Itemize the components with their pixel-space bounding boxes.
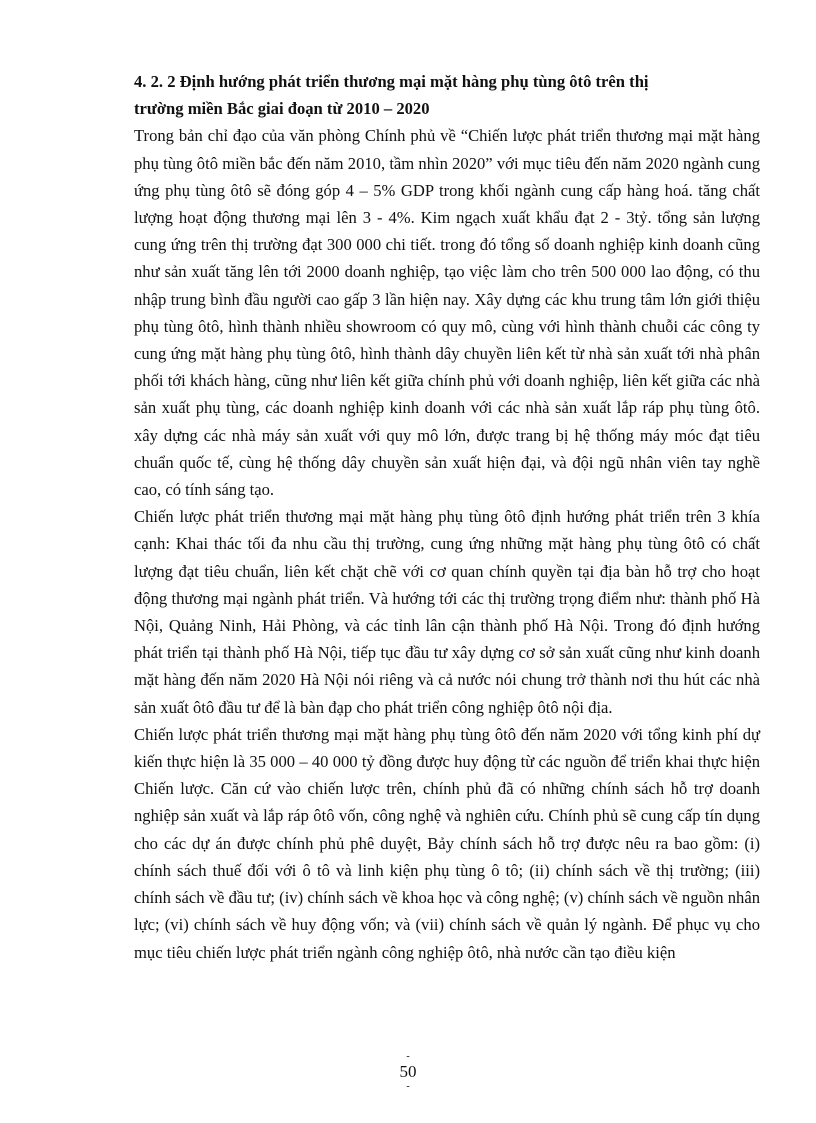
section-heading-line-1: 4. 2. 2 Định hướng phát triển thương mại mặt hàng phụ tùng ôtô trên thị <box>134 72 649 91</box>
section-heading-line-2: trường miền Bắc giai đoạn từ 2010 – 2020 <box>134 99 430 119</box>
footer-dash-top: - <box>406 1051 410 1062</box>
page-number: 50 <box>399 1062 417 1081</box>
page-footer <box>0 1052 816 1092</box>
section-heading <box>134 68 760 122</box>
paragraph-strategy-funding: Chiến lược phát triển thương mại mặt hàng phụ tùng ôtô đến năm 2020 với tổng kinh phí dự kiến thực hiện là 35 000 – 40 000 tỷ đồng được huy động từ các nguồn để triển khai thực hiện Chiến lược. Căn cứ vào chiến lược trên, chính phủ đã có những chính sách hỗ trợ doanh nghiệp sản xuất và lắp ráp ôtô vốn, công nghệ và nghiên cứu. Chính phủ sẽ cung cấp tín dụng cho các dự án được chính phủ phê duyệt, Bảy chính sách hỗ trợ được nêu ra bao gồm: (i) chính sách thuế đối với ô tô và linh kiện phụ tùng ô tô; (ii) chính sách về thị trường; (iii) chính sách về đầu tư; (iv) chính sách về khoa học và công nghệ; (v) chính sách về nguồn nhân lực; (vi) chính sách về huy động vốn; và (vii) chính sách về quản lý ngành. Để phục vụ cho mục tiêu chiến lược phát triển ngành công nghiệp ôtô, nhà nước cần tạo điều kiện <box>134 724 760 962</box>
document-page <box>134 68 760 966</box>
paragraph-strategy-goals: Trong bản chỉ đạo của văn phòng Chính phủ về “Chiến lược phát triển thương mại mặt hàng phụ tùng ôtô miền bắc đến năm 2010, tầm nhìn 2020” với mục tiêu đến năm 2020 ngành cung ứng phụ tùng ôtô sẽ đóng góp 4 – 5% GDP trong khối ngành cung cấp hàng hoá. tăng chất lượng hoạt động thương mại lên 3 - 4%. Kim ngạch xuất khẩu đạt 2 - 3tỷ. tổng sản lượng cung ứng trên thị trường đạt 300 000 chi tiết. trong đó tổng số doanh nghiệp kinh doanh cũng như sản xuất tăng lên tới 2000 doanh nghiệp, tạo việc làm cho trên 500 000 lao động, có thu nhập trung bình đầu người cao gấp 3 lần hiện nay. Xây dựng các khu trung tâm lớn giới thiệu phụ tùng ôtô, hình thành nhiều showroom có quy mô, cùng với hình thành chuỗi các công ty cung ứng mặt hàng phụ tùng ôtô, hình thành dây chuyền liên kết từ nhà sản xuất tới nhà phân phối tới khách hàng, cũng như liên kết giữa chính phủ với doanh nghiệp, liên kết giữa các nhà sản xuất phụ tùng, các doanh nghiệp kinh doanh với các nhà sản xuất lắp ráp phụ tùng ôtô. xây dựng các nhà máy sản xuất với quy mô lớn, được trang bị hệ thống máy móc đạt tiêu chuẩn quốc tế, cùng hệ thống dây chuyền sản xuất hiện đại, và đội ngũ nhân viên tay nghề cao, có tính sáng tạo. <box>134 126 760 500</box>
paragraph-strategy-directions: Chiến lược phát triển thương mại mặt hàng phụ tùng ôtô định hướng phát triển trên 3 khía cạnh: Khai thác tối đa nhu cầu thị trường, cung ứng những mặt hàng phụ tùng ôtô có chất lượng đạt tiêu chuẩn, liên kết chặt chẽ với cơ quan chính quyền tại địa bàn hỗ trợ cho hoạt động thương mại ngành phát triển. Và hướng tới các thị trường trọng điểm như: thành phố Hà Nội, Quảng Ninh, Hải Phòng, và các tỉnh lân cận thành phố Hà Nội. Trong đó định hướng phát triển tại thành phố Hà Nội, tiếp tục đầu tư xây dựng cơ sở sản xuất cũng như kinh doanh mặt hàng đến năm 2020 Hà Nội nói riêng và cả nước nói chung trở thành nơi thu hút các nhà sản xuất ôtô đầu tư để là bàn đạp cho phát triển công nghiệp ôtô nội địa. <box>134 507 760 717</box>
footer-dash-bottom: - <box>406 1081 410 1092</box>
